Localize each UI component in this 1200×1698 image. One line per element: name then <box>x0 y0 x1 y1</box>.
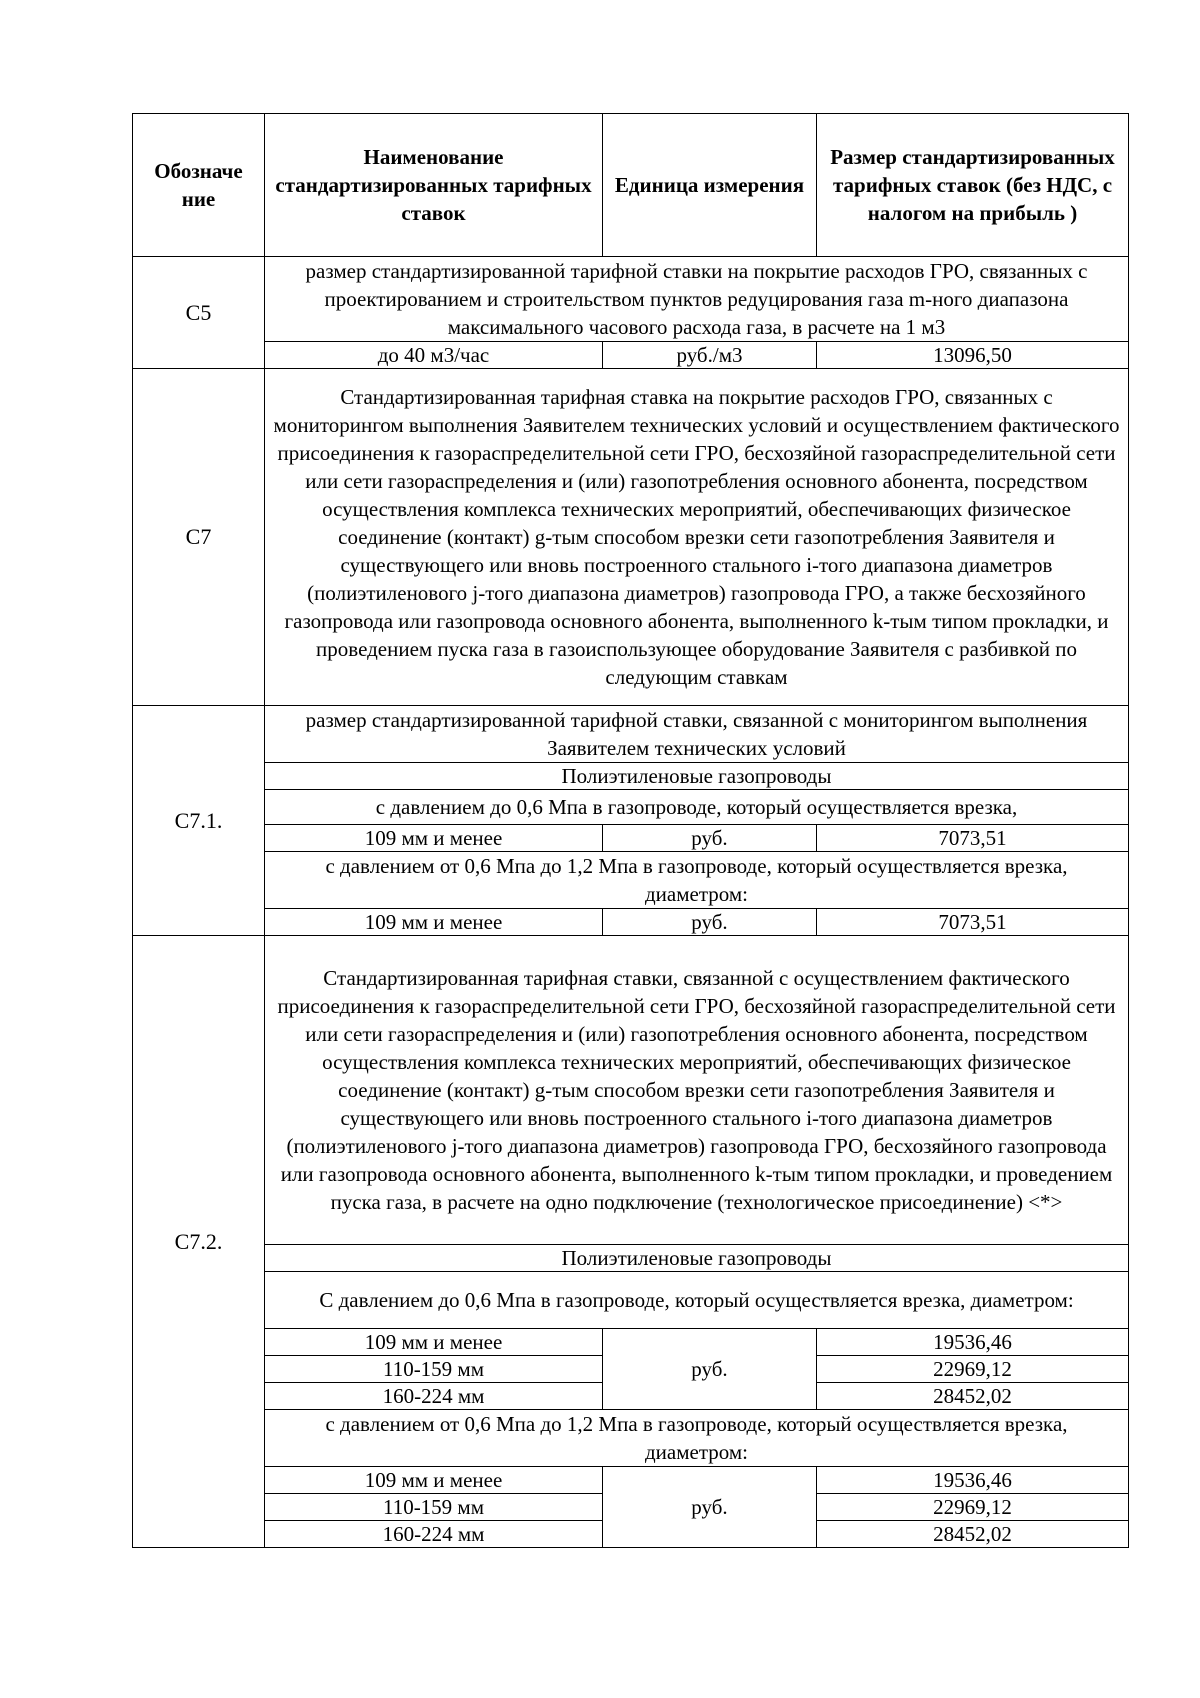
c72-subheading-row <box>133 1245 1129 1272</box>
c72-description: Стандартизированная тарифная ставки, связанной с осуществлением фактического присоединения к газораспределительной сети ГРО, бесхозяйной газораспределительной сети или сети газораспределения и (или) газопотребления основного абонента, посредством осуществления комплекса технических мероприятий, обеспечивающих физическое соединение (контакт) g-тым способом врезки сети газопотребления Заявителя и существующего или вновь построенного стального i-того диапазона диаметров (полиэтиленового j-того диапазона диаметров) газопровода ГРО, бесхозяйного газопровода или газопровода основного абонента, выполненного k-тым типом прокладки, и проведением пуска газа, в расчете на одно подключение (технологическое присоединение) <*> <box>265 936 1129 1245</box>
table-header-row <box>133 114 1129 257</box>
c7-row <box>133 369 1129 706</box>
header-unit: Единица измерения <box>603 114 817 257</box>
c5-code: С5 <box>133 257 265 369</box>
c71-row2-value: 7073,51 <box>817 909 1129 936</box>
tariff-table <box>132 113 1129 1548</box>
c72-rows1-0-value: 19536,46 <box>817 1329 1129 1356</box>
c71-row2-name: 109 мм и менее <box>265 909 603 936</box>
c72-rows1-0-name: 109 мм и менее <box>265 1329 603 1356</box>
c5-row-unit: руб./м3 <box>603 342 817 369</box>
c5-row-name: до 40 м3/час <box>265 342 603 369</box>
table-row <box>133 1467 1129 1494</box>
c72-rows1-1-value: 22969,12 <box>817 1356 1129 1383</box>
c72-pressure2-row <box>133 1410 1129 1467</box>
c71-code: С7.1. <box>133 706 265 936</box>
c7-description: Стандартизированная тарифная ставка на покрытие расходов ГРО, связанных с мониторингом выполнения Заявителем технических условий и осуществлением фактического присоединения к газораспределительной сети ГРО, бесхозяйной газораспределительной сети или сети газораспределения и (или) газопотребления основного абонента, посредством осуществления комплекса технических мероприятий, обеспечивающих физическое соединение (контакт) g-тым способом врезки сети газопотребления Заявителя и существующего или вновь построенного стального i-того диапазона диаметров (полиэтиленового j-того диапазона диаметров) газопровода ГРО, а также бесхозяйного газопровода или газопровода основного абонента, выполненного k-тым типом прокладки, и проведением пуска газа в газоиспользующее оборудование Заявителя с разбивкой по следующим ставкам <box>265 369 1129 706</box>
c72-pressure1: С давлением до 0,6 Мпа в газопроводе, который осуществляется врезка, диаметром: <box>265 1272 1129 1329</box>
c71-row2-unit: руб. <box>603 909 817 936</box>
c72-pressure2: с давлением от 0,6 Мпа до 1,2 Мпа в газопроводе, который осуществляется врезка, диаметром: <box>265 1410 1129 1467</box>
header-designation: Обозначе ние <box>133 114 265 257</box>
c71-description: размер стандартизированной тарифной ставки, связанной с мониторингом выполнения Заявителем технических условий <box>265 706 1129 763</box>
c7-code: С7 <box>133 369 265 706</box>
c72-rows1-2-value: 28452,02 <box>817 1383 1129 1410</box>
c5-description-row <box>133 257 1129 342</box>
header-rate-name: Наименование стандартизированных тарифных ставок <box>265 114 603 257</box>
c5-row-value: 13096,50 <box>817 342 1129 369</box>
c71-row1-value: 7073,51 <box>817 825 1129 852</box>
c72-rows2-1-name: 110-159 мм <box>265 1494 603 1521</box>
c72-rows1-2-name: 160-224 мм <box>265 1383 603 1410</box>
header-rate-size: Размер стандартизированных тарифных ставок (без НДС, с налогом на прибыль ) <box>817 114 1129 257</box>
c72-code: С7.2. <box>133 936 265 1548</box>
c71-pressure2: с давлением от 0,6 Мпа до 1,2 Мпа в газопроводе, который осуществляется врезка, диаметром: <box>265 852 1129 909</box>
c72-rows1-1-name: 110-159 мм <box>265 1356 603 1383</box>
c72-pressure1-row <box>133 1272 1129 1329</box>
c71-pressure2-row <box>133 852 1129 909</box>
table-row <box>133 342 1129 369</box>
table-row <box>133 825 1129 852</box>
c72-rows2-0-value: 19536,46 <box>817 1467 1129 1494</box>
c71-pressure1-row <box>133 790 1129 825</box>
c72-rows2-1-value: 22969,12 <box>817 1494 1129 1521</box>
table-row <box>133 1329 1129 1356</box>
c71-description-row <box>133 706 1129 763</box>
c71-subheading-row <box>133 763 1129 790</box>
c5-description: размер стандартизированной тарифной ставки на покрытие расходов ГРО, связанных с проектированием и строительством пунктов редуцирования газа m-ного диапазона максимального часового расхода газа, в расчете на 1 м3 <box>265 257 1129 342</box>
c71-row1-unit: руб. <box>603 825 817 852</box>
c72-description-row <box>133 936 1129 1245</box>
c72-subheading: Полиэтиленовые газопроводы <box>265 1245 1129 1272</box>
c71-subheading: Полиэтиленовые газопроводы <box>265 763 1129 790</box>
c71-pressure1: с давлением до 0,6 Мпа в газопроводе, который осуществляется врезка, <box>265 790 1129 825</box>
c72-rows2-0-name: 109 мм и менее <box>265 1467 603 1494</box>
c72-unit2: руб. <box>603 1467 817 1548</box>
c72-rows2-2-name: 160-224 мм <box>265 1521 603 1548</box>
table-row <box>133 909 1129 936</box>
c72-rows2-2-value: 28452,02 <box>817 1521 1129 1548</box>
c72-unit1: руб. <box>603 1329 817 1410</box>
c71-row1-name: 109 мм и менее <box>265 825 603 852</box>
